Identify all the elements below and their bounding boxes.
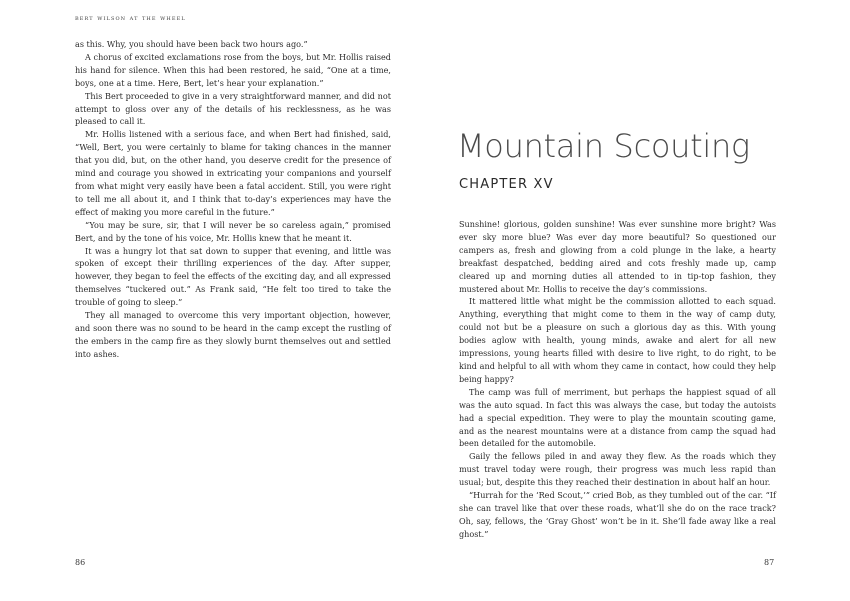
paragraph: “You may be sure, sir, that I will never be so careless again,” promised Bert, and by the tone of his voice, Mr. Hollis knew that he meant it. bbox=[75, 219, 391, 243]
page-number: 86 bbox=[75, 558, 86, 567]
paragraph: It mattered little what might be the commission allotted to each squad. Anything, everything that might come to them in the way of camp duty, could not but be a pleasure on such a glorious day as this. With young bodies aglow with health, young minds, awake and alert for all new impressions, young hearts filled with desire to live right, to do right, to be kind and helpful to all with whom they came in contact, how could they help being happy? bbox=[459, 296, 776, 384]
paragraph: Mr. Hollis listened with a serious face, and when Bert had finished, said, “Well, Bert, you were certainly to blame for taking chances in the manner that you did, but, on the other hand, you deserve credit for the presence of mind and courage you showed in extricating your companions and yourself from what might very easily have been a fatal accident. Still, you were right to tell me all about it, and I think that to-day’s experiences may have the effect of making you more careful in the future.” bbox=[75, 129, 391, 217]
paragraph: This Bert proceeded to give in a very straightforward manner, and did not attempt to gloss over any of the details of his recklessness, as he was pleased to call it. bbox=[75, 90, 391, 127]
paragraph: as this. Why, you should have been back two hours ago.” bbox=[75, 39, 308, 49]
paragraph: Sunshine! glorious, golden sunshine! Was ever sunshine more bright? Was ever sky more blue? Was ever day more beautiful? So questioned our campers as, fresh and glowing from a cold plunge in the lake, a hearty breakfast despatched, bedding aired and cots freshly made up, camp cleared up and morning duties all attended to in tip-top fashion, they mustered about Mr. Hollis to receive the day’s commissions. bbox=[459, 219, 776, 294]
page-number: 87 bbox=[764, 558, 775, 567]
paragraph: They all managed to overcome this very important objection, however, and soon there was no sound to be heard in the camp except the rustling of the embers in the camp fire as they slowly burnt themselves out and settled into ashes. bbox=[75, 310, 391, 359]
paragraph: Gaily the fellows piled in and away they flew. As the roads which they must travel today were rough, their progress was much less rapid than usual; but, despite this they reached their destination in about half an hour. bbox=[459, 451, 776, 488]
paragraph: A chorus of excited exclamations rose from the boys, but Mr. Hollis raised his hand for silence. When this had been restored, he said, “One at a time, boys, one at a time. Here, Bert, let’s hear your explanation.” bbox=[75, 51, 391, 88]
right-page bbox=[425, 0, 850, 601]
running-head: bert wilson at the wheel bbox=[75, 13, 186, 22]
left-body-text bbox=[75, 38, 391, 361]
right-body-text bbox=[459, 218, 776, 541]
paragraph: “Hurrah for the ‘Red Scout,’” cried Bob, as they tumbled out of the car. “If she can travel like that over these roads, what’ll she do on the race track? Oh, say, fellows, the ‘Gray Ghost’ won’t be in it. She’ll fade away like a real ghost.” bbox=[459, 490, 776, 539]
paragraph: It was a hungry lot that sat down to supper that evening, and little was spoken of except their thrilling experiences of the day. After supper, however, they began to feel the effects of the exciting day, and all expressed themselves “tuckered out.” As Frank said, “He felt too tired to take the trouble of going to sleep.” bbox=[75, 245, 391, 308]
chapter-title: Mountain Scouting bbox=[457, 127, 750, 165]
paragraph: The camp was full of merriment, but perhaps the happiest squad of all was the auto squad. In fact this was always the case, but today the autoists had a special expedition. They were to play the mountain scouting game, and as the nearest mountains were at a distance from camp the squad had been detailed for the automobile. bbox=[459, 386, 776, 449]
chapter-number: CHAPTER XV bbox=[459, 177, 554, 192]
